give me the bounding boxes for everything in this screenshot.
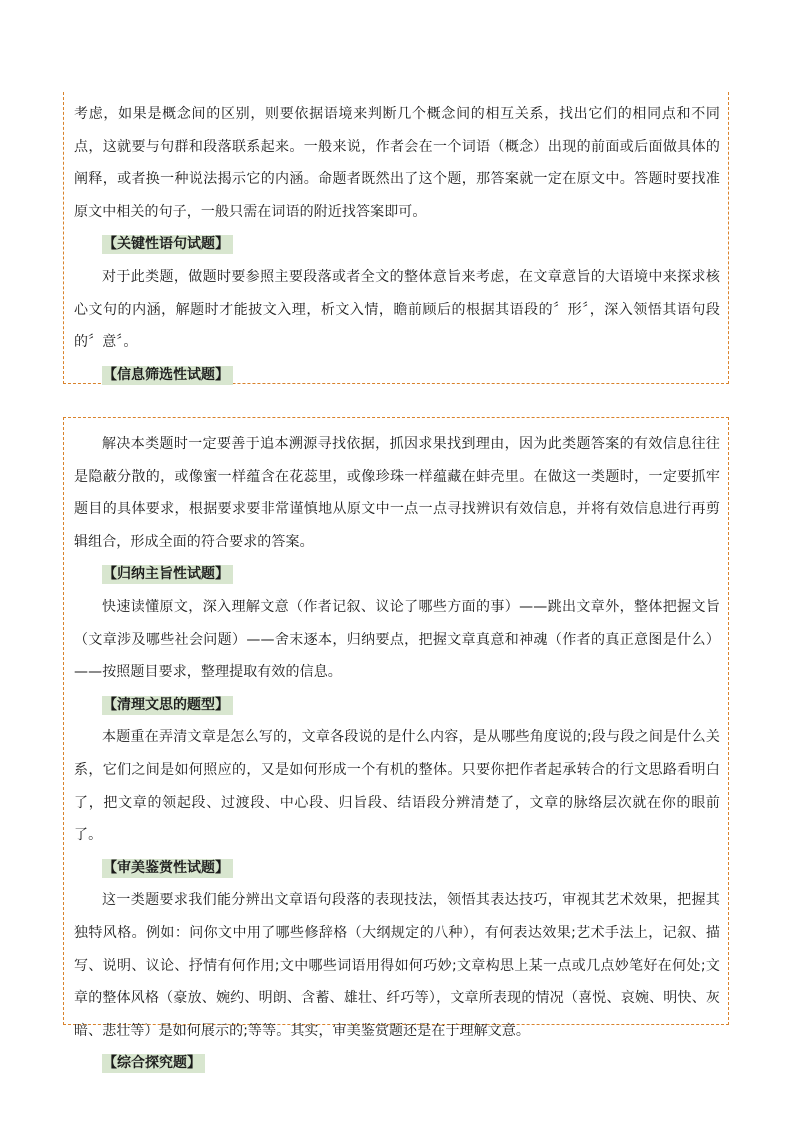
content-box-bottom (63, 417, 729, 1072)
section-heading-comprehensive: 【综合探究题】 (102, 1054, 205, 1073)
paragraph-concept: 考虑，如果是概念间的区别，则要依据语境来判断几个概念间的相互关系，找出它们的相同点和不同点，这就要与句群和段落联系起来。一般来说，作者会在一个词语（概念）出现的前面或后面做具体的阐释，或者换一种说法揭示它的内涵。命题者既然出了这个题，那答案就一定在原文中。答题时要找准原文中相关的句子，一般只需在词语的附近找答案即可。 (74, 106, 720, 220)
paragraph-aesthetic: 这一类题要求我们能分辨出文章语句段落的表现技法，领悟其表达技巧，审视其艺术效果，把握其独特风格。例如：问你文中用了哪些修辞格（大纲规定的八种），有何表达效果;艺术手法上，记叙、描写、说明、议论、抒情有何作用;文中哪些词语用得如何巧妙;文章构思上某一点或几点妙笔好在何处;文章的整体风格（豪放、婉约、明朗、含蓄、雄壮、纤巧等），文章所表现的情况（喜悦、哀婉、明快、灰暗、悲壮等）是如何展示的;等等。其实，审美鉴赏题还是在于理解文意。 (74, 892, 720, 1039)
paragraph-info-filter: 解决本类题时一定要善于追本溯源寻找依据，抓因求果找到理由，因为此类题答案的有效信息往往是隐蔽分散的，或像蜜一样蕴含在花蕊里，或像珍珠一样蕴藏在蚌壳里。在做这一类题时，一定要抓牢题目的具体要求，根据要求要非常谨慎地从原文中一点一点寻找辨识有效信息，并将有效信息进行再剪辑组合，形成全面的符合要求的答案。 (74, 436, 720, 550)
paragraph-key-sentence: 对于此类题，做题时要参照主要段落或者全文的整体意旨来考虑，在文章意旨的大语境中来探求核心文句的内涵，解题时才能披文入理，析文入情，瞻前顾后的根据其语段的〞形〞，深入领悟其语句段的〞意〞。 (74, 268, 720, 351)
paragraph-structure: 本题重在弄清文章是怎么写的，文章各段说的是什么内容，是从哪些角度说的;段与段之间是什么关系，它们之间是如何照应的，又是如何形成一个有机的整体。只要你把作者起承转合的行文思路看明白了，把文章的领起段、过渡段、中心段、归旨段、结语段分辨清楚了，文章的脉络层次就在你的眼前了。 (74, 729, 720, 844)
section-heading-aesthetic: 【审美鉴赏性试题】 (102, 859, 233, 878)
content-box-top (63, 92, 729, 384)
section-heading-main-idea: 【归纳主旨性试题】 (102, 565, 233, 584)
section-heading-info-filter: 【信息筛选性试题】 (102, 366, 233, 385)
section-heading-key-sentence: 【关键性语句试题】 (102, 235, 233, 254)
section-heading-structure: 【清理文思的题型】 (102, 696, 233, 715)
paragraph-main-idea: 快速读懂原文，深入理解文意（作者记叙、议论了哪些方面的事）——跳出文章外，整体把握文旨（文章涉及哪些社会问题）——舍末逐本，归纳要点，把握文章真意和神魂（作者的真正意图是什么）——按照题目要求，整理提取有效的信息。 (74, 598, 720, 681)
